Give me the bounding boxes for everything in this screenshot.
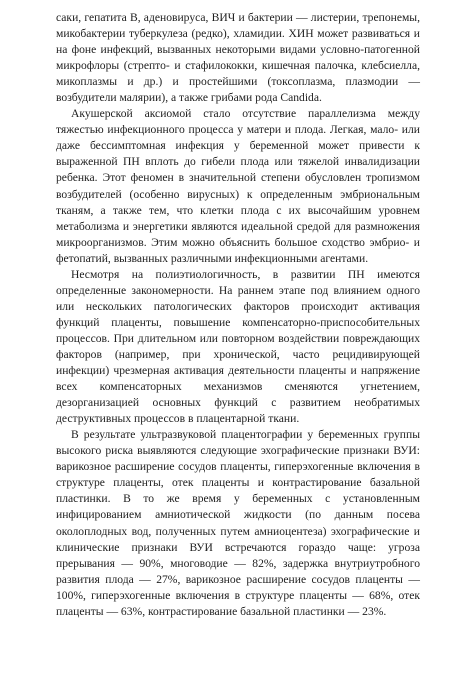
paragraph-ultrasound-signs: В результате ультразвуковой плацентографии у беременных группы высокого риска выявляются следующие эхографические признаки ВУИ: варикозное расширение сосудов плаценты, гиперэхогенные включения в структуре плаценты, отек плаценты и контрастирование базальной пластинки. В то же время у беременных с установленным инфицированием амниотической жидкости (по данным посева околоплодных вод, полученных путем амниоцентеза) эхографические и клинические признаки ВУИ встречаются гораздо чаще: угроза прерывания — 90%, многоводие — 82%, задержка внутриутробного развития плода — 27%, варикозное расширение сосудов плаценты — 100%, гиперэхогенные включения в структуре плаценты — 68%, отек плаценты — 63%, контрастирование базальной пластинки — 23%. (56, 428, 420, 618)
paragraph-infections-continued: саки, гепатита B, аденовируса, ВИЧ и бактерии — листерии, трепонемы, микобактерии туберкулеза (редко), хламидии. ХИН может развиваться и на фоне инфекций, вызванных некоторыми видами условно-патогенной микрофлоры (стрепто- и стафилококки, кишечная палочка, клебсиелла, микоплазмы и др.) и простейшими (токсоплазма, плазмодии — возбудители малярии), а также грибами рода Candida. (56, 11, 420, 105)
document-page (56, 10, 420, 620)
paragraph-obstetric-axiom: Акушерской аксиомой стало отсутствие параллелизма между тяжестью инфекционного процесса у матери и плода. Легкая, мало- или даже бессимптомная инфекция у беременной может привести к выраженной ПН вплоть до гибели плода или тяжелой инвалидизации ребенка. Этот феномен в значительной степени обусловлен тропизмом возбудителей (особенно вирусных) к определенным эмбриональным тканям, а также тем, что клетки плода с их высочайшим уровнем метаболизма и энергетики являются идеальной средой для размножения микроорганизмов. Этим можно объяснить большое сходство эмбрио- и фетопатий, вызванных различными инфекционными агентами. (56, 107, 420, 265)
paragraph-regularities: Несмотря на полиэтиологичность, в развитии ПН имеются определенные закономерности. На раннем этапе под влиянием одного или нескольких патологических факторов происходит активация функций плаценты, повышение компенсаторно-приспособительных процессов. При длительном или повторном воздействии повреждающих факторов (например, при хронической, часто рецидивирующей инфекции) чрезмерная активация деятельности плаценты и напряжение всех компенсаторных механизмов сменяются угнетением, дезорганизацией основных функций с развитием необратимых деструктивных процессов в плацентарной ткани. (56, 267, 420, 426)
